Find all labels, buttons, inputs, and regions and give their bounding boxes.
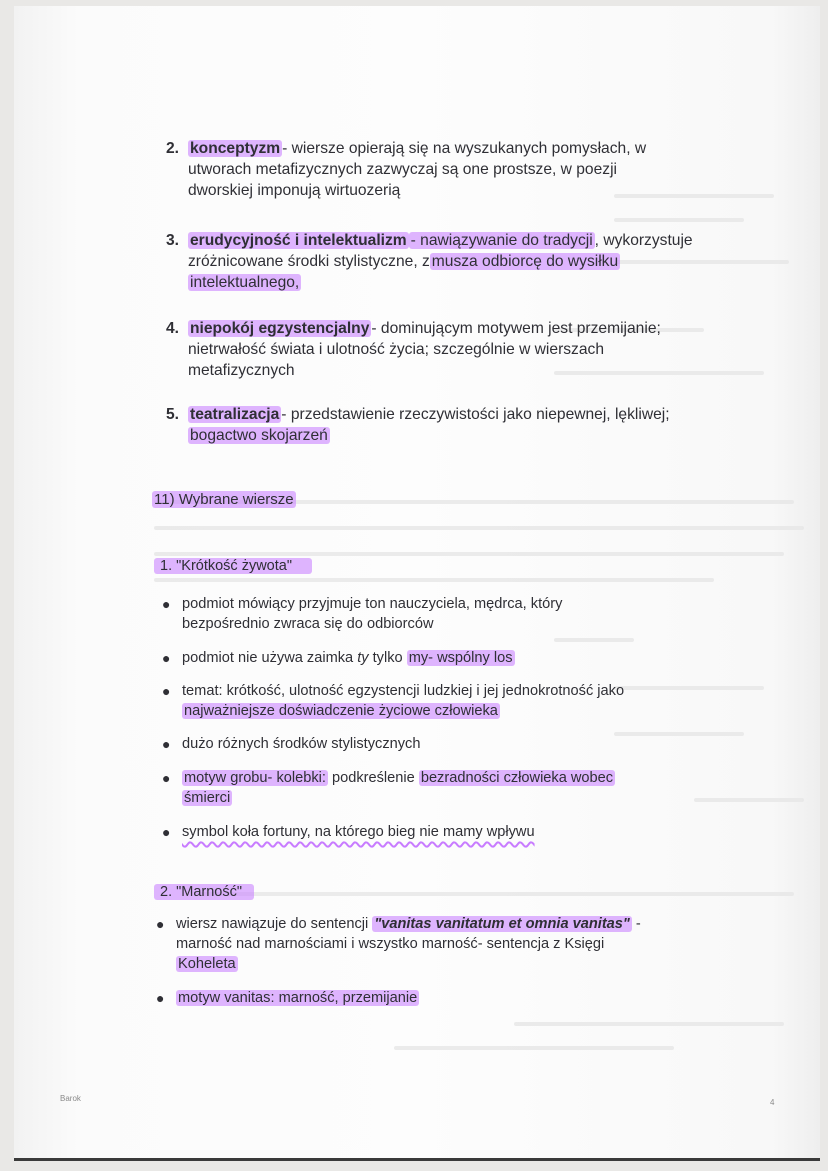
footer-left: Barok bbox=[60, 1094, 81, 1103]
page-number: 4 bbox=[770, 1098, 775, 1107]
term: teatralizacja bbox=[190, 406, 280, 423]
bullet-icon: ● bbox=[162, 596, 171, 612]
term: erudycyjność i intelektualizm bbox=[190, 232, 407, 249]
bullet-icon: ● bbox=[162, 770, 171, 786]
bullet-icon: ● bbox=[156, 990, 165, 1006]
bullet-icon: ● bbox=[156, 916, 165, 932]
bullet-icon: ● bbox=[162, 824, 171, 840]
poem-title: 2. "Marność" bbox=[154, 882, 254, 902]
section-title: 11) Wybrane wiersze bbox=[154, 491, 294, 508]
term: niepokój egzystencjalny bbox=[190, 320, 370, 337]
term: konceptyzm bbox=[190, 140, 281, 157]
bullet-icon: ● bbox=[162, 650, 171, 666]
bullet-icon: ● bbox=[162, 683, 171, 699]
bullet-icon: ● bbox=[162, 736, 171, 752]
poem-title: 1. "Krótkość żywota" bbox=[154, 556, 312, 576]
document-page: 2. konceptyzm - wiersze opierają się na wyszukanych pomysłach, w utworach metafizycznych zazwyczaj są one prostsze, w poezji dworskiej imponują wirtuozerią 3. erudycyjność i intelektualizm - nawiązywanie do tradycji , wykorzystuje zróżnicowane środki stylistyczne, z musza odbiorcę do wysiłku intelektualnego, 4. niepokój egzystencjalny - dominującym motywem jest przemijanie; nietrwałość świata i ulotność życia; szczególnie w wierszach metafizycznych 5. teatralizacja - przedstawienie rzeczywistości jako niepewnej, lękliwej; bogactwo skojarzeń 11) Wybrane wiersze 1. "Krótkość żywota" ● podmiot mówiący przyjmuje ton nauczyciela, mędrca, który bezpośrednio zwraca się do odbiorców ● podmiot nie używa zaimka ty tylko my- wspólny los ● temat: krótkość, ulotność egzystencji ludzkiej i jej jednokrotność jako najważniejsze doświadczenie życiowe człowieka ● dużo różnych środków stylistycznych ● motyw grobu- kolebki: podkreślenie bezradności człowieka wobec śmierci ● symbol koła fortuny, na którego bieg nie mamy wpływu 2. "Marność" ● wiersz nawiązuje do sentencji "vanitas vanitatum et omnia vanitas" - marność nad marnościami i wszystko marność- sentencja z Księgi Koheleta ● motyw vanitas: marność, przemijanie Barok 4 bbox=[14, 6, 820, 1161]
